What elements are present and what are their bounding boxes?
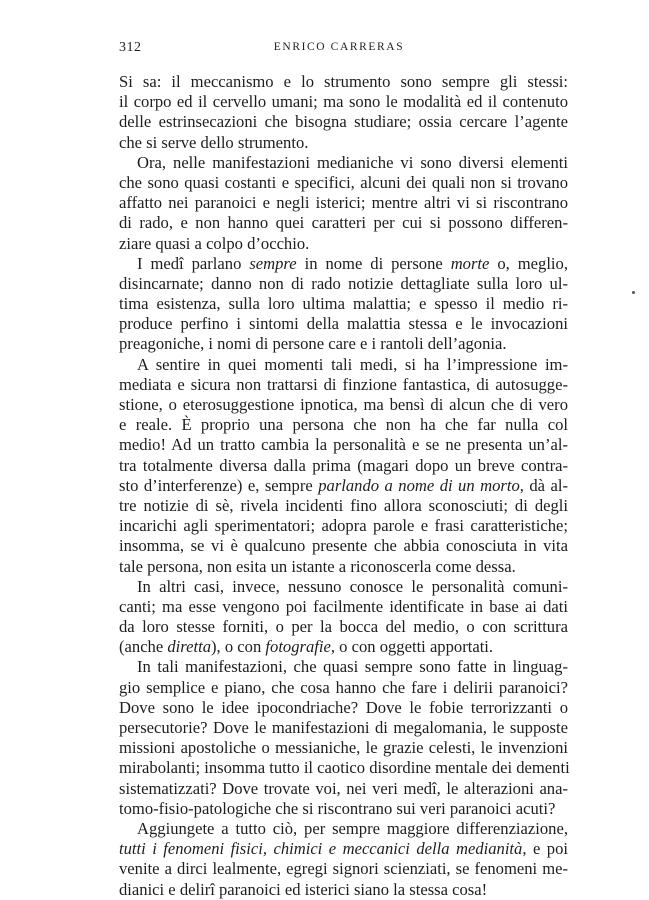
text-run: dianici e delirî paranoici ed isterici siano la stessa cosa!: [119, 879, 488, 899]
text-run: missioni apostoliche o messianiche, le grazie celesti, le invenzioni: [119, 738, 568, 758]
text-line: [119, 395, 568, 415]
text-line: [119, 880, 568, 900]
text-line: [119, 133, 568, 153]
text-run: , e poi: [522, 839, 568, 859]
italic-text: tutti i fenomeni fisici, chimici e meccanici della medianità: [119, 839, 523, 859]
text-run: stione, o eterosuggestione ipnotica, ma bensì di alcun che di vero: [119, 395, 568, 414]
text-run: delle estrinsecazioni che bisogna studiare; ossia cercare l’agente: [119, 112, 568, 132]
text-run: A sentire in quei momenti tali medi, si ha l’impressione im-: [137, 354, 568, 374]
text-line: [119, 597, 568, 617]
text-run: tima esistenza, sulla loro ultima malattia; e spesso il medio ri-: [119, 294, 568, 314]
text-line: [119, 153, 568, 173]
text-line: [119, 375, 568, 395]
text-run: gio semplice e piano, che cosa hanno che fare i delirii paranoici?: [119, 677, 568, 697]
text-run: tale persona, non esita un istante a riconoscerla come dessa.: [119, 556, 516, 576]
text-line: [119, 557, 568, 577]
text-line: [119, 456, 568, 476]
text-line: [119, 294, 568, 314]
text-run: tomo-fisio-patologiche che si riscontrano sui veri paranoici acuti?: [119, 798, 556, 818]
text-line: [119, 536, 568, 556]
text-line: [119, 617, 568, 637]
text-run: medio! Ad un tratto cambia la personalità e se ne presenta un’al-: [119, 435, 568, 455]
text-run: mirabolanti; insomma tutto il caotico disordine mentale dei dementi: [119, 758, 570, 778]
text-line: [119, 173, 568, 193]
text-run: tre notizie di sè, rivela incidenti fino allora sconosciuti; di degli: [119, 495, 568, 515]
text-run: che si serve dello strumento.: [119, 132, 309, 152]
text-line: [119, 213, 568, 233]
page-header: [119, 40, 559, 56]
text-line: [119, 819, 568, 839]
text-run: , o con oggetti apportati.: [330, 637, 494, 657]
text-run: disincarnate; danno non di rado notizie dettagliate sulla loro ul-: [119, 273, 568, 293]
italic-text: morte: [450, 253, 490, 273]
text-run: il corpo ed il cervello umani; ma sono le modalità ed il contenuto: [119, 92, 568, 112]
text-run: tra totalmente diversa dalla prima (magari dopo un breve contra-: [119, 455, 568, 475]
text-run: ), o con: [211, 637, 266, 657]
text-line: [119, 476, 568, 496]
stray-mark: [632, 291, 635, 294]
italic-text: fotografie: [265, 637, 331, 657]
text-line: [119, 92, 568, 112]
text-run: sto d’interferenze) e, sempre: [119, 475, 319, 495]
running-head: ENRICO CARRERAS: [273, 41, 405, 53]
text-run: Dove sono le idee ipocondriache? Dove le fobie terrorizzanti o: [119, 697, 568, 717]
text-line: [119, 637, 568, 657]
text-line: [119, 577, 568, 597]
text-run: che sono quasi costanti e specifici, alcuni dei quali non si trovano: [119, 172, 568, 192]
text-run: insomma, se vi è qualcuno presente che abbia conosciuta in vita: [119, 536, 568, 556]
text-run: (anche: [119, 637, 168, 657]
text-run: I medî parlano: [137, 253, 250, 273]
text-run: Aggiungete a tutto ciò, per sempre maggiore differenziazione,: [137, 818, 568, 838]
text-line: [119, 496, 568, 516]
text-run: Si sa: il meccanismo e lo strumento sono sempre gli stessi:: [119, 72, 568, 91]
text-run: di rado, e non hanno quei caratteri per cui si possono differen-: [119, 213, 568, 233]
text-line: [119, 799, 568, 819]
text-line: [119, 415, 568, 435]
text-line: [119, 839, 568, 859]
body-text: [119, 72, 568, 900]
italic-text: diretta: [167, 637, 212, 657]
text-line: [119, 657, 568, 677]
text-run: produce perfino i sintomi della malattia stessa e le invocazioni: [119, 314, 568, 334]
text-run: persecutorie? Dove le manifestazioni di megalomania, le supposte: [119, 718, 568, 737]
text-line: [119, 314, 568, 334]
text-line: [119, 334, 568, 354]
text-run: e reale. È proprio una persona che non ha che far nulla col: [119, 415, 568, 435]
text-line: [119, 859, 568, 879]
page-number: 312: [119, 40, 142, 55]
text-run: incarichi agli sperimentatori; adopra parole e frasi caratteristiche;: [119, 516, 568, 536]
text-line: [119, 698, 568, 718]
text-line: [119, 355, 568, 375]
text-run: affatto nei paranoici e negli isterici; mentre altri vi si riscontrano: [119, 193, 568, 213]
text-run: o, meglio,: [489, 253, 568, 273]
text-line: [119, 516, 568, 536]
text-line: [119, 254, 568, 274]
text-line: [119, 72, 568, 92]
text-run: da loro stesse forniti, o per la bocca del medio, o con scrittura: [119, 617, 568, 637]
text-line: [119, 193, 568, 213]
text-line: [119, 274, 568, 294]
text-run: in nome di persone: [296, 253, 451, 273]
text-run: In tali manifestazioni, che quasi sempre sono fatte in linguag-: [137, 657, 568, 677]
text-run: mediata e sicura non trattarsi di finzione fantastica, di autosugge-: [119, 374, 568, 394]
text-run: venite a dirci lealmente, egregi signori scienziati, se fenomeni me-: [119, 859, 568, 879]
italic-text: sempre: [249, 253, 297, 273]
text-line: [119, 718, 568, 738]
text-line: [119, 112, 568, 132]
text-run: ziare quasi a colpo d’occhio.: [119, 233, 310, 253]
italic-text: parlando a nome di un morto: [318, 475, 520, 495]
text-run: canti; ma esse vengono poi facilmente identificate in base ai dati: [119, 596, 568, 616]
text-line: [119, 678, 568, 698]
text-line: [119, 234, 568, 254]
text-run: Ora, nelle manifestazioni medianiche vi sono diversi elementi: [137, 152, 568, 172]
text-run: In altri casi, invece, nessuno conosce le personalità comuni-: [137, 576, 568, 596]
text-run: preagoniche, i nomi di persone care e i rantoli dell’agonia.: [119, 334, 507, 354]
text-line: [119, 758, 568, 778]
text-line: [119, 435, 568, 455]
text-run: , dà al-: [519, 475, 568, 495]
text-run: sistematizzati? Dove trovate voi, nei veri medî, le alterazioni ana-: [119, 778, 568, 798]
text-line: [119, 738, 568, 758]
text-line: [119, 779, 568, 799]
